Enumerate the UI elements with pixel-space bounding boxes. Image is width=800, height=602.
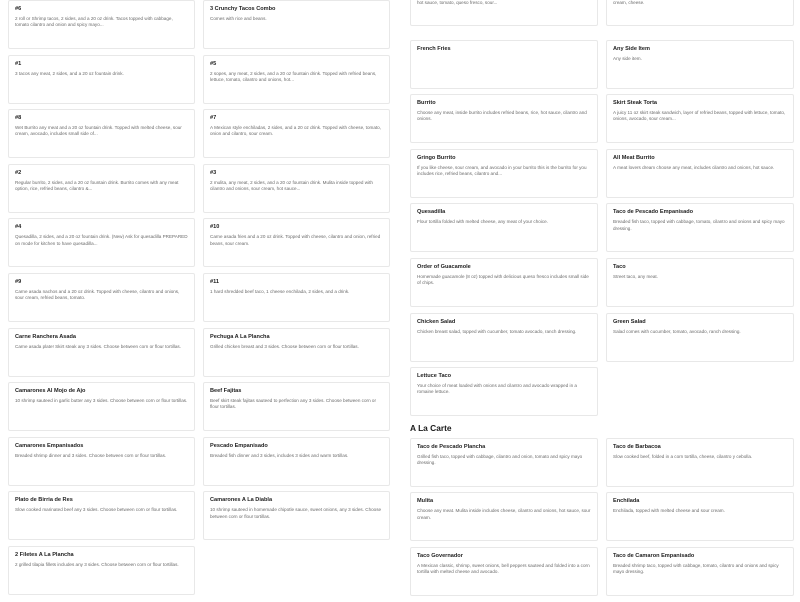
menu-item-title: #5 [210, 60, 217, 67]
menu-item-description: Slow cooked marinated beef any 3 sides. Choose between corn or flour tortillas. [15, 507, 178, 513]
menu-item-description: Your choice of meat loaded with onions and cilantro and avocado wrapped in a romaine lettuce. [417, 383, 577, 395]
menu-item-description: 10 shrimp sauteed in homemade chipotle sauce, sweet onions, any 3 sides. Choose between corn or flour tortillas. [210, 507, 382, 519]
menu-item-title: Green Salad [613, 318, 646, 325]
menu-item-title: #6 [15, 6, 22, 12]
menu-item-title: Camarones Empanisados [15, 442, 84, 449]
menu-item-card[interactable] [410, 258, 598, 307]
menu-item-card[interactable] [606, 313, 794, 362]
right-top-grid [410, 0, 794, 32]
menu-item-card[interactable] [410, 40, 598, 89]
menu-item-title: #7 [210, 115, 217, 122]
menu-item-card[interactable] [606, 0, 794, 26]
menu-item-description: Breaded shrimp taco, topped with cabbage, tomato, cilantro and onions and spicy mayo dressing. [613, 562, 779, 575]
menu-item-title: Chicken Salad [417, 318, 456, 325]
menu-item-title: #9 [15, 278, 22, 285]
a-la-carte-grid [410, 438, 794, 602]
menu-item-card[interactable] [410, 492, 598, 541]
menu-item-title: Any Side Item [613, 45, 650, 52]
menu-item-card[interactable] [410, 203, 598, 252]
menu-item-card[interactable] [606, 258, 794, 307]
menu-item-title: 3 Crunchy Tacos Combo [210, 6, 276, 12]
menu-item-card[interactable] [203, 437, 390, 486]
menu-item-title: Camarones Al Mojo de Ajo [15, 388, 86, 395]
menu-item-card[interactable] [8, 55, 195, 104]
menu-item-card[interactable] [203, 328, 390, 377]
menu-item-title: #8 [15, 115, 22, 122]
menu-item-card[interactable] [8, 218, 195, 267]
menu-item-description: Enchilada, topped with melted cheese and sour cream. [613, 508, 725, 514]
menu-item-description: Street taco, any meat. [613, 273, 658, 279]
menu-item-card[interactable] [203, 55, 390, 104]
menu-item-description: Breaded fish dinner and 3 sides, includes 3 sides and warm tortillas. [210, 452, 349, 458]
menu-item-title: #1 [15, 60, 22, 67]
menu-item-title: Carne Ranchera Asada [15, 333, 77, 340]
right-menu-column [410, 0, 794, 602]
menu-item-title: Taco Governador [417, 552, 463, 559]
menu-item-title: Lettuce Taco [417, 373, 452, 380]
menu-item-card[interactable] [606, 492, 794, 541]
menu-item-description: Beef skirt steak fajitas sauteed to perfection any 3 sides. Choose between corn or flour tortillas. [210, 398, 376, 410]
menu-item-title: #2 [15, 169, 22, 176]
menu-item-title: Taco de Barbacoa [613, 443, 661, 450]
section-heading-a-la-carte: A La Carte [410, 422, 452, 433]
menu-item-title: Taco de Pescado Empanisado [613, 209, 694, 216]
menu-item-title: French Fries [417, 45, 451, 52]
menu-item-title: Beef Fajitas [210, 388, 242, 395]
menu-item-description: 2 sopes, any meat, 2 sides, and a 20 oz fountain drink. Topped with refried beans, lettuce, tomato, cilantro and onions, hot... [210, 70, 377, 82]
menu-item-card[interactable] [8, 546, 195, 595]
menu-item-title: 2 Filetes A La Plancha [15, 551, 74, 558]
menu-item-title: All Meat Burrito [613, 154, 655, 161]
menu-item-title: Taco de Camaron Empanisado [613, 552, 695, 559]
menu-item-description: Homemade guacamole (8 oz) topped with delicious queso fresco includes small side of chips. [417, 273, 589, 286]
menu-item-card[interactable] [606, 547, 794, 596]
menu-item-card[interactable] [203, 218, 390, 267]
menu-item-title: #4 [15, 224, 22, 231]
menu-item-description: Regular burrito, 2 sides, and a 20 oz fountain drink. Burrito comes with any meat option, rice, refried beans, cilantro &... [15, 179, 179, 191]
menu-item-title: Camarones A La Diabla [210, 497, 273, 504]
menu-item-description: Slow cooked beef, folded in a corn tortilla, cheese, cilantro y cebolla. [613, 453, 753, 459]
menu-item-title: #3 [210, 169, 217, 176]
menu-item-card[interactable] [410, 367, 598, 416]
menu-item-title: Quesadilla [417, 209, 446, 216]
menu-item-description: 1 hard shredded beef taco, 1 cheese enchilada, 2 sides, and a drink. [210, 288, 350, 294]
menu-item-description: A Mexican classic, shrimp, sweet onions, bell peppers sauteed and folded into a corn tortilla with melted cheese and avocado. [417, 562, 590, 575]
menu-item-title: Skirt Steak Torta [613, 100, 658, 107]
left-menu-column [8, 0, 390, 601]
menu-item-card[interactable] [606, 149, 794, 198]
menu-item-description: Breaded fish taco, topped with cabbage, tomato, cilantro and onions and spicy mayo dressing. [613, 219, 785, 231]
menu-item-card[interactable] [410, 313, 598, 362]
menu-item-card[interactable] [8, 437, 195, 486]
menu-item-description: Comes with rice and beans. [210, 16, 267, 21]
menu-item-description: 2 mulita, any meat, 2 sides, and a 20 oz fountain drink. Mulita inside topped with cilantro and onions, sour cream, hot sauce... [210, 179, 373, 191]
menu-item-description: Choose any meat. Mulita inside includes cheese, cilantro and onions, hot sauce, sour cream. [417, 508, 591, 520]
menu-item-description: Carne asada plate! Skirt steak any 3 sides. Choose between corn or flour tortillas. [15, 343, 181, 349]
menu-item-description: hot sauce, tomato, queso fresco, sour... [417, 0, 498, 6]
menu-item-description: Any side item. [613, 55, 642, 61]
menu-item-description: 3 tacos any meat, 2 sides, and a 20 oz fountain drink. [15, 70, 124, 76]
menu-item-description: Chicken breast salad, topped with cucumber, tomato avocado, ranch dressing. [417, 328, 577, 334]
right-menu-grid [410, 40, 794, 422]
menu-item-description: 2 roll or Shrimp tacos, 2 sides, and a 20 oz drink. Tacos topped with cabbage, tomato cilantro and onion and spicy mayo... [15, 16, 173, 28]
menu-item-card[interactable] [203, 164, 390, 213]
menu-item-description: A juicy 11 oz skirt steak sandwich, layer of refried beans, topped with lettuce, tomato, onions, avocado, sour cream... [613, 110, 786, 122]
menu-item-title: #10 [210, 224, 220, 231]
menu-item-description: If you like cheese, sour cream, and avocado in your burrito this is the burrito for you includes rice, refried beans, cilantro and... [417, 164, 587, 176]
menu-item-description: Breaded shrimp dinner and 3 sides. Choose between corn or flour tortillas. [15, 452, 167, 458]
menu-item-card[interactable] [410, 0, 598, 26]
menu-item-card[interactable] [203, 382, 390, 431]
menu-item-description: Grilled fish taco, topped with cabbage, cilantro and onion, tomato and spicy mayo dressing. [417, 453, 583, 465]
menu-item-card[interactable] [606, 94, 794, 143]
menu-item-card[interactable] [203, 491, 390, 540]
menu-item-card[interactable] [8, 0, 195, 49]
menu-item-description: Salad comes with cucumber, tomato, avocado, ranch dressing. [613, 328, 741, 334]
menu-item-title: Gringo Burrito [417, 154, 456, 161]
menu-item-card[interactable] [410, 149, 598, 198]
menu-item-title: Mulita [417, 498, 434, 505]
menu-item-card[interactable] [410, 438, 598, 487]
menu-item-description: A meat lovers dream choose any meat, includes cilantro and onions, hot sauce. [613, 164, 775, 170]
menu-item-card[interactable] [8, 491, 195, 540]
menu-item-card[interactable] [203, 0, 390, 49]
menu-item-card[interactable] [410, 94, 598, 143]
left-menu-grid [8, 0, 390, 601]
menu-item-description: Wet Burrito any meat and a 20 oz fountain drink. Topped with melted cheese, sour cream, avocado, includes small side of... [15, 125, 182, 137]
menu-item-title: Enchilada [613, 498, 640, 505]
menu-item-description: Carne asada fries and a 20 oz drink. Topped with cheese, cilantro and onion, refried beans, sour cream. [210, 234, 381, 246]
menu-item-title: Taco de Pescado Plancha [417, 443, 486, 450]
menu-item-title: Pechuga A La Plancha [210, 333, 270, 340]
menu-item-description: A Mexican style enchiladas, 2 sides, and a 20 oz drink. Topped with cheese, tomato, onion and cilantro, sour cream. [210, 125, 382, 137]
menu-item-title: Order of Guacamole [417, 263, 471, 270]
menu-item-description: cream, cheese. [613, 0, 645, 6]
menu-item-card[interactable] [606, 438, 794, 487]
menu-item-title: #11 [210, 278, 220, 285]
menu-item-description: Choose any meat, inside burrito includes refried beans, rice, hot sauce, cilantro and onions. [417, 110, 587, 122]
menu-item-card[interactable] [8, 273, 195, 322]
menu-item-title: Pescado Empanisado [210, 442, 268, 449]
menu-item-card[interactable] [8, 109, 195, 158]
menu-item-description: Flour tortilla folded with melted cheese, any meat of your choice. [417, 219, 548, 225]
menu-item-card[interactable] [606, 40, 794, 89]
menu-item-description: Carne asada nachos and a 20 oz drink. Topped with cheese, cilantro and onions, sour cream, refried beans, tomato. [15, 288, 180, 301]
menu-item-description: 2 grilled tilapia fillets includes any 3 sides. Choose between corn or flour tortillas. [15, 561, 179, 567]
menu-item-title: Taco [613, 263, 626, 270]
menu-item-card[interactable] [606, 203, 794, 252]
menu-item-description: Quesadilla, 2 sides, and a 20 oz fountain drink. (New) Ask for quesadilla PREPARED on mode for kitchen to have quesadilla... [15, 234, 188, 246]
menu-item-card[interactable] [8, 164, 195, 213]
menu-item-title: Plato de Birria de Res [15, 497, 73, 504]
menu-item-description: Grilled chicken breast and 3 sides. Choose between corn or flour tortillas. [210, 343, 359, 349]
menu-item-card[interactable] [203, 109, 390, 158]
menu-item-card[interactable] [8, 382, 195, 431]
menu-item-card[interactable] [410, 547, 598, 596]
menu-item-card[interactable] [203, 273, 390, 322]
menu-item-card[interactable] [8, 328, 195, 377]
menu-item-description: 10 shrimp sauteed in garlic butter any 3 sides. Choose between corn or flour tortillas. [15, 398, 188, 404]
menu-item-title: Burrito [417, 100, 436, 107]
